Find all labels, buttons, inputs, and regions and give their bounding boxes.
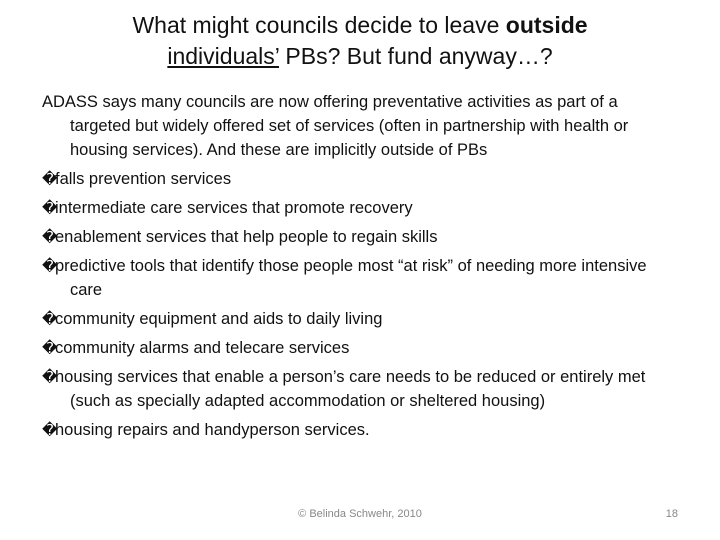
list-item (42, 167, 682, 191)
list-item (42, 225, 682, 249)
bullet-icon: � (42, 199, 58, 217)
bullet-icon: � (42, 339, 58, 357)
bullet-icon: � (42, 368, 58, 386)
bullet-icon: � (42, 310, 58, 328)
copyright-notice: © Belinda Schwehr, 2010 (298, 508, 422, 520)
title-line-2 (60, 41, 660, 72)
list-item-text: community equipment and aids to daily living (55, 310, 383, 328)
bullet-icon: � (42, 170, 58, 188)
list-item-text: enablement services that help people to regain skills (55, 228, 438, 246)
list-item-text: housing services that enable a person’s care needs to be reduced or entirely met (such as specially adapted accommodation or sheltered housing) (55, 368, 646, 410)
page-number: 18 (665, 508, 678, 520)
list-item-text: housing repairs and handyperson services. (55, 421, 370, 439)
title-line-1 (60, 10, 660, 41)
title-text-start: What might councils decide to leave (132, 12, 506, 38)
list-item (42, 365, 682, 413)
title-underlined-word: individuals’ (167, 43, 280, 69)
title-text-end: PBs? But fund anyway…? (279, 43, 553, 69)
list-item (42, 418, 682, 442)
list-item-text: intermediate care services that promote recovery (55, 199, 413, 217)
slide-body (42, 90, 682, 442)
list-item (42, 196, 682, 220)
title-bold-word: outside (505, 12, 588, 38)
list-item (42, 336, 682, 360)
bullet-icon: � (42, 421, 58, 439)
bullet-icon: � (42, 228, 58, 246)
slide-title (60, 10, 660, 72)
intro-paragraph: ADASS says many councils are now offering preventative activities as part of a targeted but widely offered set of services (often in partnership with health or housing services). And these are implicitly outside of PBs (42, 93, 629, 159)
list-item-text: predictive tools that identify those people most “at risk” of needing more intensive care (55, 257, 647, 299)
list-item (42, 254, 682, 302)
list-item (42, 307, 682, 331)
bullet-icon: � (42, 257, 58, 275)
list-item-text: falls prevention services (55, 170, 232, 188)
list-item-text: community alarms and telecare services (55, 339, 350, 357)
